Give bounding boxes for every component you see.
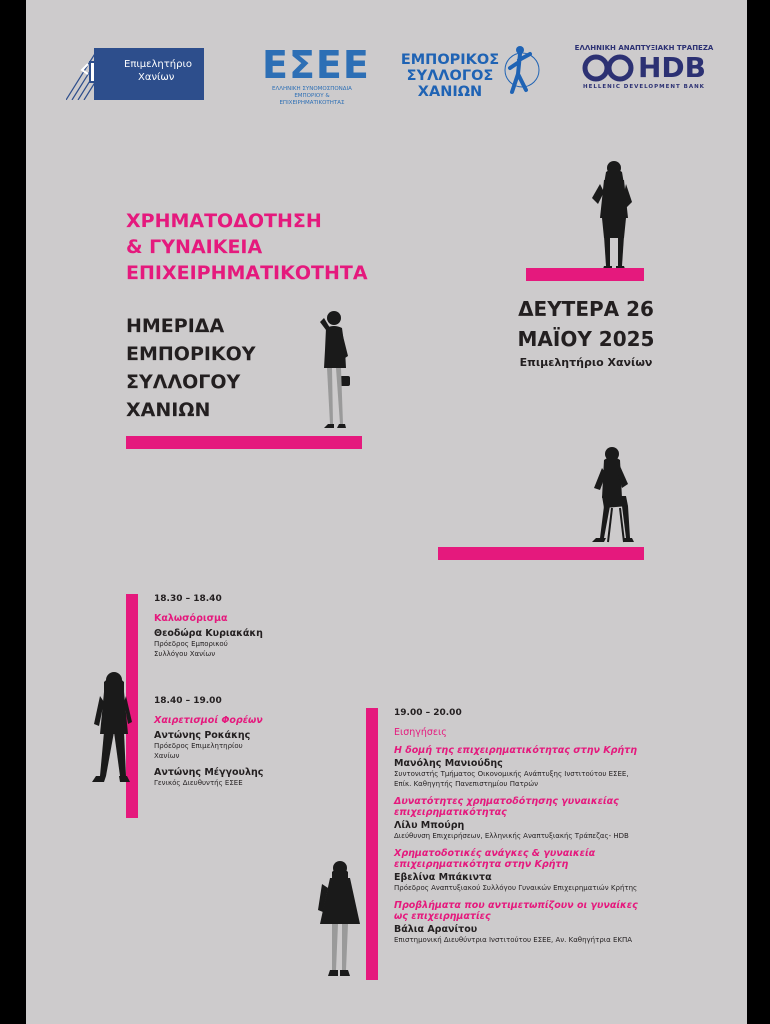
event-venue: Επιμελητήριο Χανίων [519,356,653,369]
association-line2: ΣΥΛΛΟΓΟΣ [406,68,494,84]
hdb-top-text: ΕΛΛΗΝΙΚΗ ΑΝΑΠΤΥΞΙΑΚΗ ΤΡΑΠΕΖΑ [574,44,714,52]
s2-role1-line2: Χανίων [154,752,180,760]
event-date [506,294,666,354]
hdb-infinity-icon [582,53,634,83]
subtitle-line4: ΧΑΝΙΩΝ [126,399,211,421]
talk-3-topic-line2: επιχειρηματικότητα στην Κρήτη [394,859,569,870]
date-line1: ΔΕΥΤΕΡΑ 26 [518,297,654,321]
date-line2: ΜΑΪΟΥ 2025 [517,327,655,351]
s2-name1: Αντώνης Ροκάκης [154,730,251,741]
woman-silhouette-icon [312,306,362,434]
event-title [126,208,368,286]
talk-1-speaker: Μανόλης Μανιούδης [394,758,503,769]
s2-role1-line1: Πρόεδρος Επιμελητηρίου [154,742,243,750]
woman-silhouette-icon [588,158,640,280]
woman-silhouette-icon [90,668,138,792]
s2-role2: Γενικός Διευθυντής ΕΣΕΕ [154,779,243,787]
talk-3 [394,848,638,893]
esee-sub-line2: ΕΜΠΟΡΙΟΥ & ΕΠΙΧΕΙΡΗΜΑΤΙΚΟΤΗΤΑΣ [279,93,345,106]
hdb-logo [574,44,714,106]
seated-bar [438,547,644,560]
talk-3-topic-line1: Χρηματοδοτικές ανάγκες & γυναικεία [394,848,596,859]
title-line2: & ΓΥΝΑΙΚΕΙΑ [126,236,263,258]
s2-time: 18.40 – 19.00 [154,696,222,706]
poster [26,0,747,1024]
talk-4 [394,900,638,945]
s2-head: Χαιρετισμοί Φορέων [154,715,263,726]
talk-1 [394,745,638,789]
talk-1-role-line2: Επίκ. Καθηγητής Πανεπιστημίου Πατρών [394,780,538,788]
woman-silhouette-icon [316,858,366,982]
chamber-name-line1: Επιμελητήριο [124,59,192,70]
woman-silhouette-icon [584,444,640,548]
talk-4-topic-line2: ως επιχειρηματίες [394,911,491,922]
talk-2-role-line1: Διεύθυνση Επιχειρήσεων, Ελληνικής Αναπτυξιακής Τράπεζας- HDB [394,832,629,840]
s3-head: Εισηγήσεις [394,727,447,738]
association-logo [398,40,548,106]
program-section-2 [154,696,263,788]
talk-4-speaker: Βάλια Αρανίτου [394,924,478,935]
association-line3: ΧΑΝΙΩΝ [417,84,483,100]
talk-3-role-line1: Πρόεδρος Αναπτυξιακού Συλλόγου Γυναικών Επιχειρηματιών Κρήτης [394,884,638,892]
talk-4-role-line1: Επιστημονική Διευθύντρια Ινστιτούτου ΕΣΕΕ, Αν. Καθηγήτρια ΕΚΠΑ [394,936,633,944]
title-line3: ΕΠΙΧΕΙΡΗΜΑΤΙΚΟΤΗΤΑ [126,262,368,284]
talk-1-role-line1: Συντονιστής Τμήματος Οικονομικής Ανάπτυξης Ινστιτούτου ΕΣΕΕ, [394,770,629,778]
title-line1: ΧΡΗΜΑΤΟΔΟΤΗΣΗ [126,210,322,232]
association-line1: ΕΜΠΟΡΙΚΟΣ [400,52,500,68]
event-subtitle [126,312,256,424]
talk-2-topic-line1: Δυνατότητες χρηματοδότησης γυναικείας [394,796,619,807]
title-underline-bar [126,436,362,449]
s1-time: 18.30 – 18.40 [154,594,222,604]
chamber-name-line2: Χανίων [138,72,175,83]
s1-role-line1: Πρόεδρος Εμπορικού [154,640,228,648]
talk-1-topic: Η δομή της επιχειρηματικότητας στην Κρήτη [394,745,637,756]
program-section-3 [394,708,638,945]
s2-name2: Αντώνης Μέγγουλης [154,767,264,778]
right-program-bar [366,708,378,980]
chamber-logo-text [124,58,192,84]
hdb-bottom-text: HELLENIC DEVELOPMENT BANK [583,84,705,90]
chamber-logo [66,48,206,102]
talk-3-speaker: Εβελίνα Μπάκιντα [394,872,492,883]
s1-head: Καλωσόρισμα [154,613,228,624]
s1-role-line2: Συλλόγου Χανίων [154,650,216,658]
program-section-1 [154,594,263,659]
top-right-bar [526,268,644,281]
esee-sub-line1: ΕΛΛΗΝΙΚΗ ΣΥΝΟΜΟΣΠΟΝΔΙΑ [272,86,352,92]
association-name [398,52,502,100]
s1-name: Θεοδώρα Κυριακάκη [154,628,263,639]
hdb-name: HDB [637,51,707,84]
talk-4-topic-line1: Προβλήματα που αντιμετωπίζουν οι γυναίκες [394,900,638,911]
subtitle-line2: ΕΜΠΟΡΙΚΟΥ [126,343,256,365]
esee-name: ΕΣΕΕ [262,43,370,87]
subtitle-line1: ΗΜΕΡΙΔΑ [126,315,225,337]
talk-2-speaker: Λίλυ Μπούρη [394,820,465,831]
s3-time: 19.00 – 20.00 [394,708,462,718]
talk-2-topic-line2: επιχειρηματικότητας [394,807,507,818]
esee-logo [262,43,370,106]
subtitle-line3: ΣΥΛΛΟΓΟΥ [126,371,241,393]
association-runner-icon [502,40,542,104]
talk-2 [394,796,638,841]
